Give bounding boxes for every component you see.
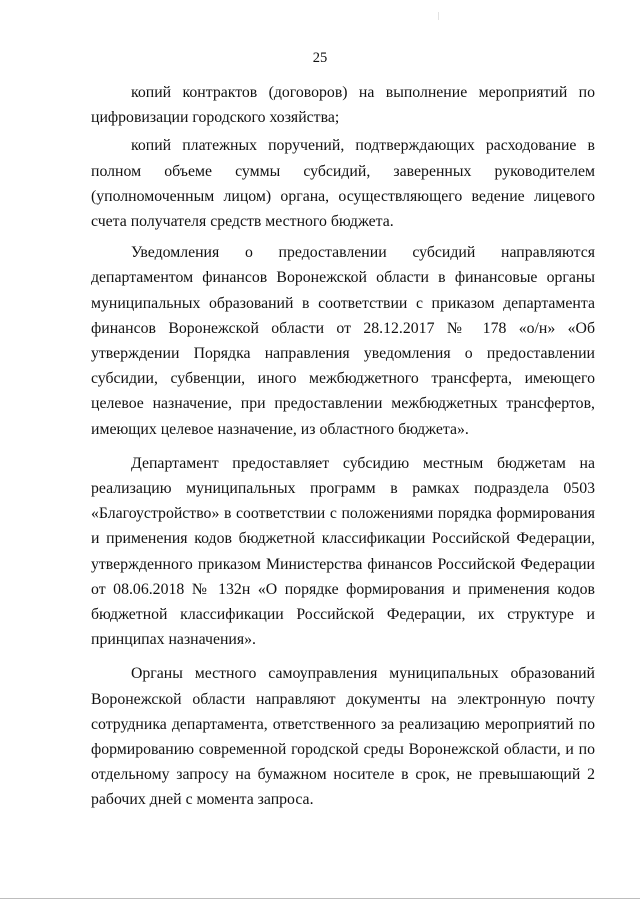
document-body [91,80,595,813]
page-number: 25 [312,50,328,66]
paragraph-subsidy-notifications: Уведомления о предоставлении субсидий направляются департаментом финансов Воронежской области в финансовые органы муниципальных образований в соответствии с приказом департамента финансов Воронежской области от 28.12.2017 № 178 «о/н» «Об утверждении Порядка направления уведомления о предоставлении субсидии, субвенции, иного межбюджетного трансферта, имеющего целевое назначение, при предоставлении межбюджетных трансфертов, имеющих целевое назначение, из областного бюджета». [91,244,595,438]
page-bottom-edge [0,898,640,899]
paragraph-contract-copies: копий контрактов (договоров) на выполнение мероприятий по цифровизации городского хозяйства; [91,84,595,127]
scan-artifact [438,12,439,20]
paragraph-local-government-documents: Органы местного самоуправления муниципальных образований Воронежской области направляют документы на электронную почту сотрудника департамента, ответственного за реализацию мероприятий по формированию современной городской среды Воронежской области, и по отдельному запросу на бумажном носителе в срок, не превышающий 2 рабочих дней с момента запроса. [91,665,595,809]
paragraph-department-subsidy: Департамент предоставляет субсидию местным бюджетам на реализацию муниципальных программ в рамках подраздела 0503 «Благоустройство» в соответствии с положениями порядка формирования и применения кодов бюджетной классификации Российской Федерации, утвержденного приказом Министерства финансов Российской Федерации от 08.06.2018 № 132н «О порядке формирования и применения кодов бюджетной классификации Российской Федерации, их структуре и принципах назначения». [91,454,595,649]
paragraph-payment-orders: копий платежных поручений, подтверждающих расходование в полном объеме суммы субсидий, заверенных руководителем (уполномоченным лицом) органа, осуществляющего ведение лицевого счета получателя средств местного бюджета. [91,137,595,231]
